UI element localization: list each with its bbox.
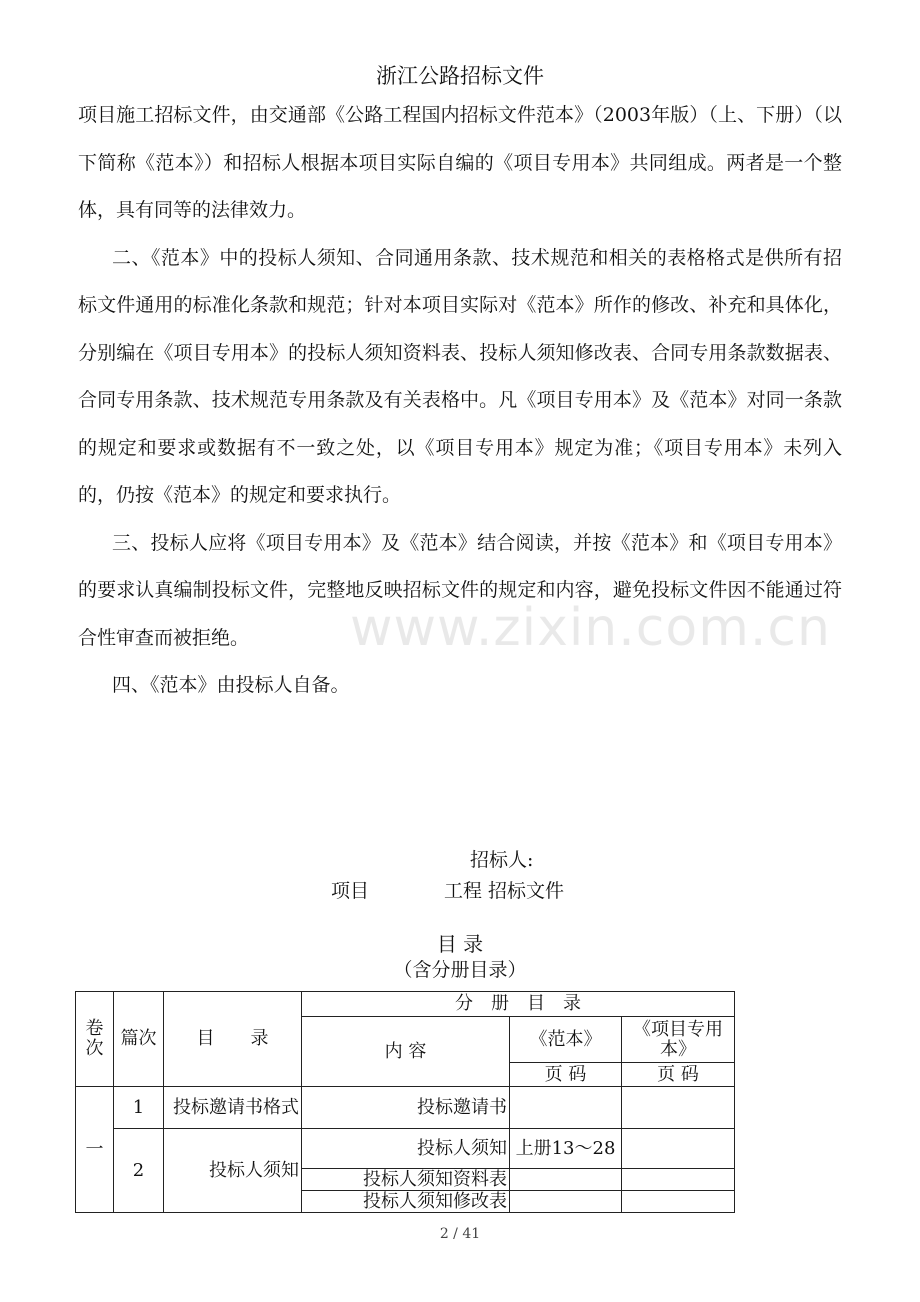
header-project-specific: 《项目专用本》: [622, 1017, 735, 1063]
header-catalog: 目 录: [164, 992, 302, 1087]
table-cell-model-page: [510, 1087, 622, 1129]
header-project-page: 页 码: [622, 1063, 735, 1087]
header-model-page: 页 码: [510, 1063, 622, 1087]
table-cell-chapter: 1: [114, 1087, 164, 1129]
table-cell-project-page: [622, 1129, 735, 1169]
paragraph-intro: 项目施工招标文件，由交通部《公路工程国内招标文件范本》（2003年版）（上、下册）（以下简称《范本》）和招标人根据本项目实际自编的《项目专用本》共同组成。两者是一个整体，具有同等的法律效力。: [78, 104, 842, 221]
table-cell-project-page: [622, 1169, 735, 1191]
page-title: 浙江公路招标文件: [376, 64, 544, 88]
header-chapter: 篇次: [114, 992, 164, 1087]
header-content: 内 容: [302, 1017, 510, 1087]
header-sub-catalog: 分 册 目 录: [302, 992, 735, 1017]
table-cell-content: 投标邀请书: [302, 1087, 510, 1129]
toc-subtitle: （含分册目录）: [393, 959, 527, 981]
paragraph-three: 三、投标人应将《项目专用本》及《范本》结合阅读，并按《范本》和《项目专用本》的要求认真编制投标文件，完整地反映招标文件的规定和内容，避免投标文件因不能通过符合性审查而被拒绝。: [78, 531, 842, 649]
tenderer-label: 招标人:: [470, 849, 534, 871]
table-cell-model-page: [510, 1169, 622, 1191]
table-cell-content: 投标人须知资料表: [302, 1169, 510, 1191]
header-model: 《范本》: [510, 1017, 622, 1063]
table-cell-project-page: [622, 1087, 735, 1129]
table-cell-chapter: 2: [114, 1129, 164, 1213]
table-cell-model-page: [510, 1191, 622, 1213]
toc-title: 目 录: [436, 932, 484, 956]
table-cell-content: 投标人须知: [302, 1129, 510, 1169]
project-prefix: 项目: [331, 880, 370, 902]
page-number: 2 / 41: [439, 1226, 481, 1242]
table-cell-project-page: [622, 1191, 735, 1213]
project-suffix: 工程 招标文件: [444, 880, 565, 902]
paragraph-four: 四、《范本》由投标人自备。: [112, 674, 350, 696]
table-cell-model-page: 上册13～28: [510, 1129, 622, 1169]
volume-number: 一: [76, 1087, 114, 1213]
paragraph-two: 二、《范本》中的投标人须知、合同通用条款、技术规范和相关的表格格式是供所有招标文件通用的标准化条款和规范；针对本项目实际对《范本》所作的修改、补充和具体化，分别编在《项目专用本》的投标人须知资料表、投标人须知修改表、合同专用条款数据表、合同专用条款、技术规范专用条款及有关表格中。凡《项目专用本》及《范本》对同一条款的规定和要求或数据有不一致之处，以《项目专用本》规定为准；《项目专用本》未列入的，仍按《范本》的规定和要求执行。: [78, 246, 842, 506]
toc-table: [75, 991, 735, 1213]
watermark: www.zixin.com.cn: [350, 598, 831, 658]
table-cell-catalog: 投标人须知: [164, 1129, 302, 1213]
header-volume: 卷次: [76, 992, 114, 1087]
table-cell-catalog: 投标邀请书格式: [164, 1087, 302, 1129]
table-cell-content: 投标人须知修改表: [302, 1191, 510, 1213]
